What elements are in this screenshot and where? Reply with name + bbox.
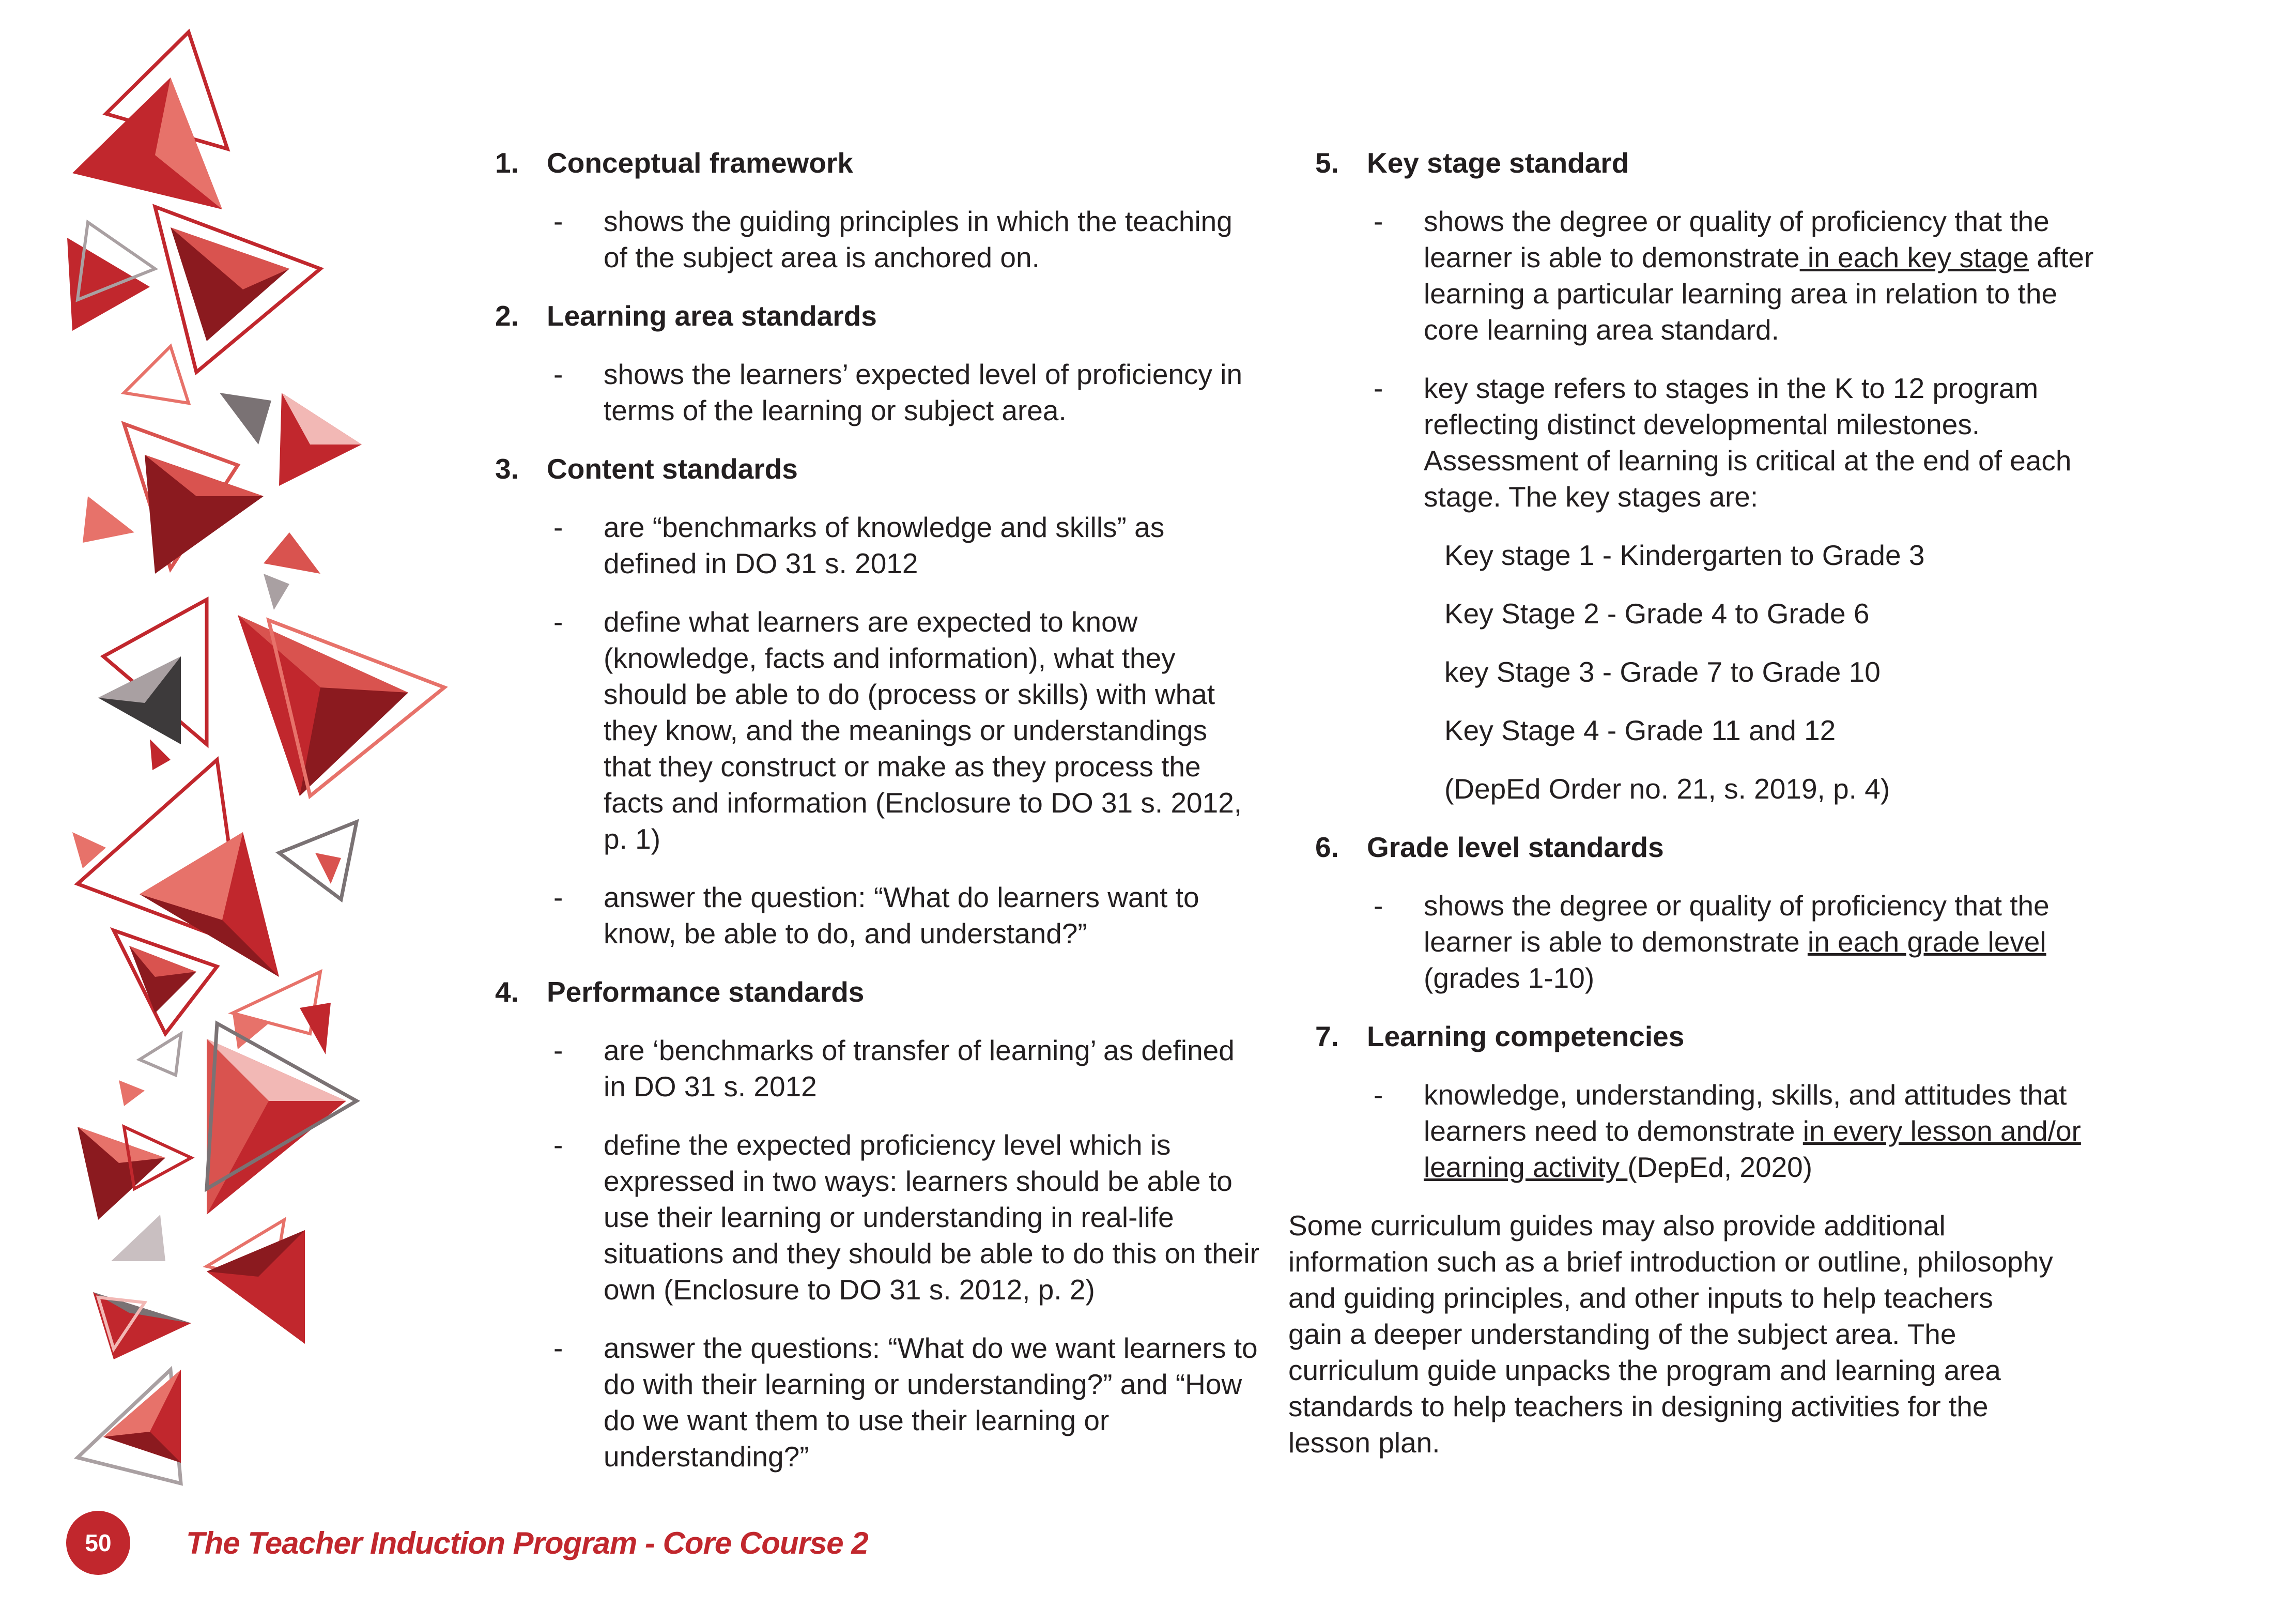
dash-marker: - bbox=[553, 606, 563, 638]
page-footer bbox=[66, 1509, 868, 1576]
item-content-standards-heading bbox=[495, 451, 1260, 487]
closing-paragraph: Some curriculum guides may also provide additional information such as a brief introduction or outline, philosophy and guiding principles, and other inputs to help teachers gain a deeper understanding of the subject area. The curriculum guide unpacks the program and learning area standards to help teachers in designing activities for the lesson plan. bbox=[1288, 1209, 2053, 1459]
item-title: Conceptual framework bbox=[547, 147, 853, 179]
decorative-triangles bbox=[0, 0, 465, 1530]
triangle-solid bbox=[264, 574, 289, 610]
item-number: 1. bbox=[495, 147, 519, 179]
dash-marker: - bbox=[553, 1034, 563, 1066]
bullet-text: answer the questions: “What do we want learners to do with their learning or understanding?” and “How do we want them to use their learning or understanding?” bbox=[604, 1332, 1258, 1473]
item-number: 5. bbox=[1315, 147, 1339, 179]
item-number: 7. bbox=[1315, 1020, 1339, 1052]
page-number-badge: 50 bbox=[66, 1511, 130, 1575]
item-title: Grade level standards bbox=[1367, 831, 1664, 863]
key-stage-line: Key Stage 4 - Grade 11 and 12 bbox=[1444, 714, 1836, 746]
bullet-point bbox=[1315, 1077, 2106, 1185]
bullet-text: (grades 1-10) bbox=[1424, 962, 1595, 994]
triangle-solid bbox=[207, 1230, 305, 1344]
item-title: Key stage standard bbox=[1367, 147, 1629, 179]
key-stage-line: Key stage 1 - Kindergarten to Grade 3 bbox=[1444, 539, 1925, 571]
item-performance-standards-heading bbox=[495, 974, 1260, 1010]
item-number: 4. bbox=[495, 976, 519, 1008]
item-title: Content standards bbox=[547, 453, 798, 485]
triangle-solid bbox=[83, 496, 134, 543]
triangle-solid bbox=[119, 1080, 145, 1106]
bullet-text: knowledge, understanding, skills, and attitudes that learners need to demonstrate bbox=[1424, 1079, 2067, 1147]
left-column bbox=[495, 145, 1260, 1475]
triangle-solid bbox=[264, 532, 320, 574]
triangle-solid bbox=[150, 739, 171, 770]
bullet-text: answer the question: “What do learners want to know, be able to do, and understand?” bbox=[604, 881, 1199, 949]
dash-marker: - bbox=[553, 881, 563, 913]
triangle-outline bbox=[140, 1034, 181, 1075]
item-number: 3. bbox=[495, 453, 519, 485]
dash-marker: - bbox=[553, 1129, 563, 1161]
bullet-point bbox=[495, 1127, 1260, 1308]
dash-marker: - bbox=[553, 205, 563, 237]
dash-marker: - bbox=[553, 511, 563, 543]
triangle-solid bbox=[300, 1003, 331, 1054]
item-title: Performance standards bbox=[547, 976, 865, 1008]
item-learning-area-standards-heading bbox=[495, 298, 1260, 334]
item-title: Learning area standards bbox=[547, 300, 877, 332]
bullet-text: are “benchmarks of knowledge and skills” as defined in DO 31 s. 2012 bbox=[604, 511, 1165, 579]
triangle-solid bbox=[145, 455, 264, 574]
key-stage-line: Key Stage 2 - Grade 4 to Grade 6 bbox=[1444, 597, 1870, 630]
citation: (DepEd Order no. 21, s. 2019, p. 4) bbox=[1444, 773, 1890, 805]
triangle-outline bbox=[124, 346, 189, 403]
bullet-text: (DepEd, 2020) bbox=[1627, 1151, 1813, 1183]
bullet-point bbox=[495, 203, 1260, 275]
bullet-text: key stage refers to stages in the K to 12 program reflecting distinct developmental milestones. Assessment of learning is critical at the end of each stage. The key stages are: bbox=[1424, 372, 2072, 513]
right-column bbox=[1288, 145, 2106, 1461]
bullet-point bbox=[495, 879, 1260, 952]
triangle-solid bbox=[111, 1215, 165, 1261]
underlined-phrase: in every lesson and/or learning activity bbox=[1424, 1115, 2081, 1183]
bullet-text: define what learners are expected to know (knowledge, facts and information), what they should be able to do (process or skills) with what they know, and the meanings or understandings that they construct or make as they process the facts and information (Enclosure to DO 31 s. 2012, p. 1) bbox=[604, 606, 1242, 855]
dash-marker: - bbox=[553, 1332, 563, 1364]
bullet-point bbox=[495, 1032, 1260, 1105]
bullet-point bbox=[495, 1330, 1260, 1475]
item-grade-level-standards-heading bbox=[1315, 829, 2106, 865]
footer-title: The Teacher Induction Program - Core Course 2 bbox=[186, 1525, 868, 1560]
bullet-text: are ‘benchmarks of transfer of learning’ as defined in DO 31 s. 2012 bbox=[604, 1034, 1235, 1102]
item-title: Learning competencies bbox=[1367, 1020, 1685, 1052]
bullet-text: after learning a particular learning area in relation to the core learning area standard. bbox=[1424, 241, 2094, 346]
triangle-outline bbox=[279, 822, 357, 899]
bullet-text: shows the guiding principles in which the teaching of the subject area is anchored on. bbox=[604, 205, 1232, 273]
bullet-point bbox=[495, 356, 1260, 428]
bullet-point bbox=[495, 509, 1260, 581]
item-conceptual-framework-heading bbox=[495, 145, 1260, 181]
dash-marker: - bbox=[553, 358, 563, 390]
item-number: 2. bbox=[495, 300, 519, 332]
key-stage-line: key Stage 3 - Grade 7 to Grade 10 bbox=[1444, 656, 1881, 688]
triangle-solid bbox=[171, 227, 289, 341]
dash-marker: - bbox=[1374, 205, 1383, 237]
bullet-text: shows the learners’ expected level of proficiency in terms of the learning or subject area. bbox=[604, 358, 1243, 426]
dash-marker: - bbox=[1374, 372, 1383, 404]
bullet-text: shows the degree or quality of proficiency that the learner is able to demonstrate bbox=[1424, 890, 2050, 958]
dash-marker: - bbox=[1374, 1079, 1383, 1111]
bullet-text: shows the degree or quality of proficiency that the learner is able to demonstrate bbox=[1424, 205, 2050, 273]
dash-marker: - bbox=[1374, 890, 1383, 922]
bullet-point bbox=[1315, 370, 2106, 515]
underlined-phrase: in each grade level bbox=[1807, 926, 2046, 958]
item-number: 6. bbox=[1315, 831, 1339, 863]
item-learning-competencies-heading bbox=[1315, 1018, 2106, 1054]
bullet-text: define the expected proficiency level which is expressed in two ways: learners should be able to use their learning or understanding in real-life situations and they should be able to do this on their own (Enclosure to DO 31 s. 2012, p. 2) bbox=[604, 1129, 1259, 1306]
bullet-point bbox=[1315, 203, 2106, 348]
underlined-phrase: in each key stage bbox=[1799, 241, 2029, 273]
item-key-stage-standard-heading bbox=[1315, 145, 2106, 181]
triangle-solid bbox=[315, 853, 341, 884]
bullet-point bbox=[1315, 887, 2106, 996]
bullet-point bbox=[495, 604, 1260, 857]
triangle-solid bbox=[220, 393, 271, 445]
